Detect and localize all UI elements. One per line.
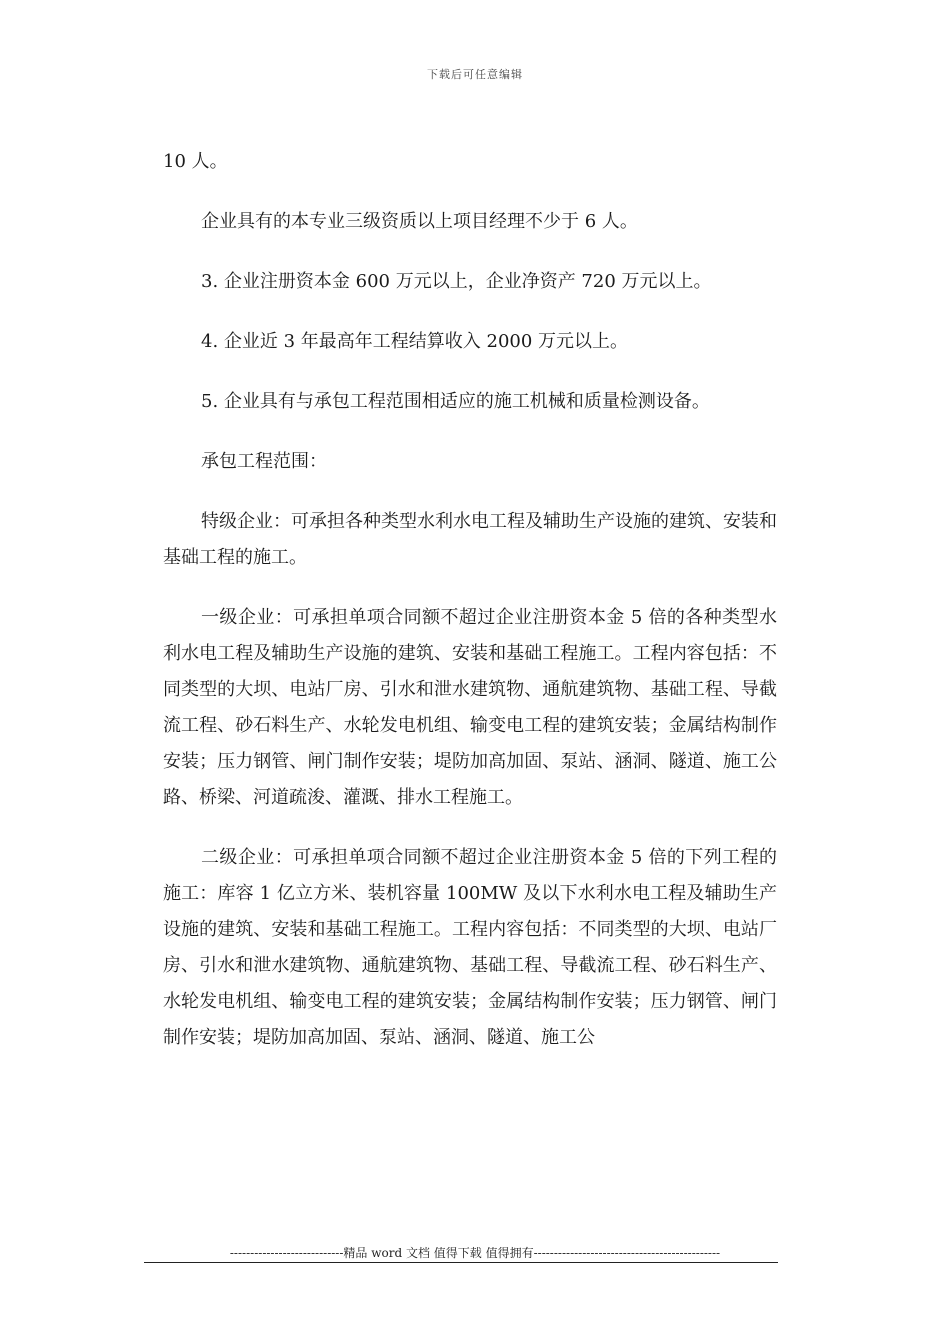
page-header: 下载后可任意编辑 [427, 68, 523, 81]
paragraph-registered-capital: 3. 企业注册资本金 600 万元以上，企业净资产 720 万元以上。 [201, 271, 712, 292]
paragraph-special-grade: 特级企业：可承担各种类型水利水电工程及辅助生产设施的建筑、安装和基础工程的施工。 [163, 511, 777, 568]
paragraph-scope-heading: 承包工程范围： [201, 451, 327, 472]
paragraph-second-grade: 二级企业：可承担单项合同额不超过企业注册资本金 5 倍的下列工程的施工：库容 1 亿立方米、装机容量 100MW 及以下水利水电工程及辅助生产设施的建筑、安装和基础工程施工。工程内容包括：不同类型的大坝、电站厂房、引水和泄水建筑物、通航建筑物、基础工程、导截流工程、砂石料生产、水轮发电机组、输变电工程的建筑安装；金属结构制作安装；压力钢管、闸门制作安装；堤防加高加固、泵站、涵洞、隧道、施工公 [163, 847, 777, 1048]
paragraph-first-grade: 一级企业：可承担单项合同额不超过企业注册资本金 5 倍的各种类型水利水电工程及辅助生产设施的建筑、安装和基础工程施工。工程内容包括：不同类型的大坝、电站厂房、引水和泄水建筑物、通航建筑物、基础工程、导截流工程、砂石料生产、水轮发电机组、输变电工程的建筑安装；金属结构制作安装；压力钢管、闸门制作安装；堤防加高加固、泵站、涵洞、隧道、施工公路、桥梁、河道疏浚、灌溉、排水工程施工。 [163, 607, 777, 808]
document-body [163, 144, 777, 1080]
paragraph-continuation: 10 人。 [163, 151, 228, 172]
page-footer: ----------------------------精品 word 文档 值得下载 值得拥有---------------------------------------------- [229, 1246, 721, 1260]
footer-divider [144, 1262, 778, 1263]
paragraph-equipment: 5. 企业具有与承包工程范围相适应的施工机械和质量检测设备。 [201, 391, 710, 412]
paragraph-manager-requirement: 企业具有的本专业三级资质以上项目经理不少于 6 人。 [201, 211, 638, 232]
paragraph-annual-income: 4. 企业近 3 年最高年工程结算收入 2000 万元以上。 [201, 331, 629, 352]
